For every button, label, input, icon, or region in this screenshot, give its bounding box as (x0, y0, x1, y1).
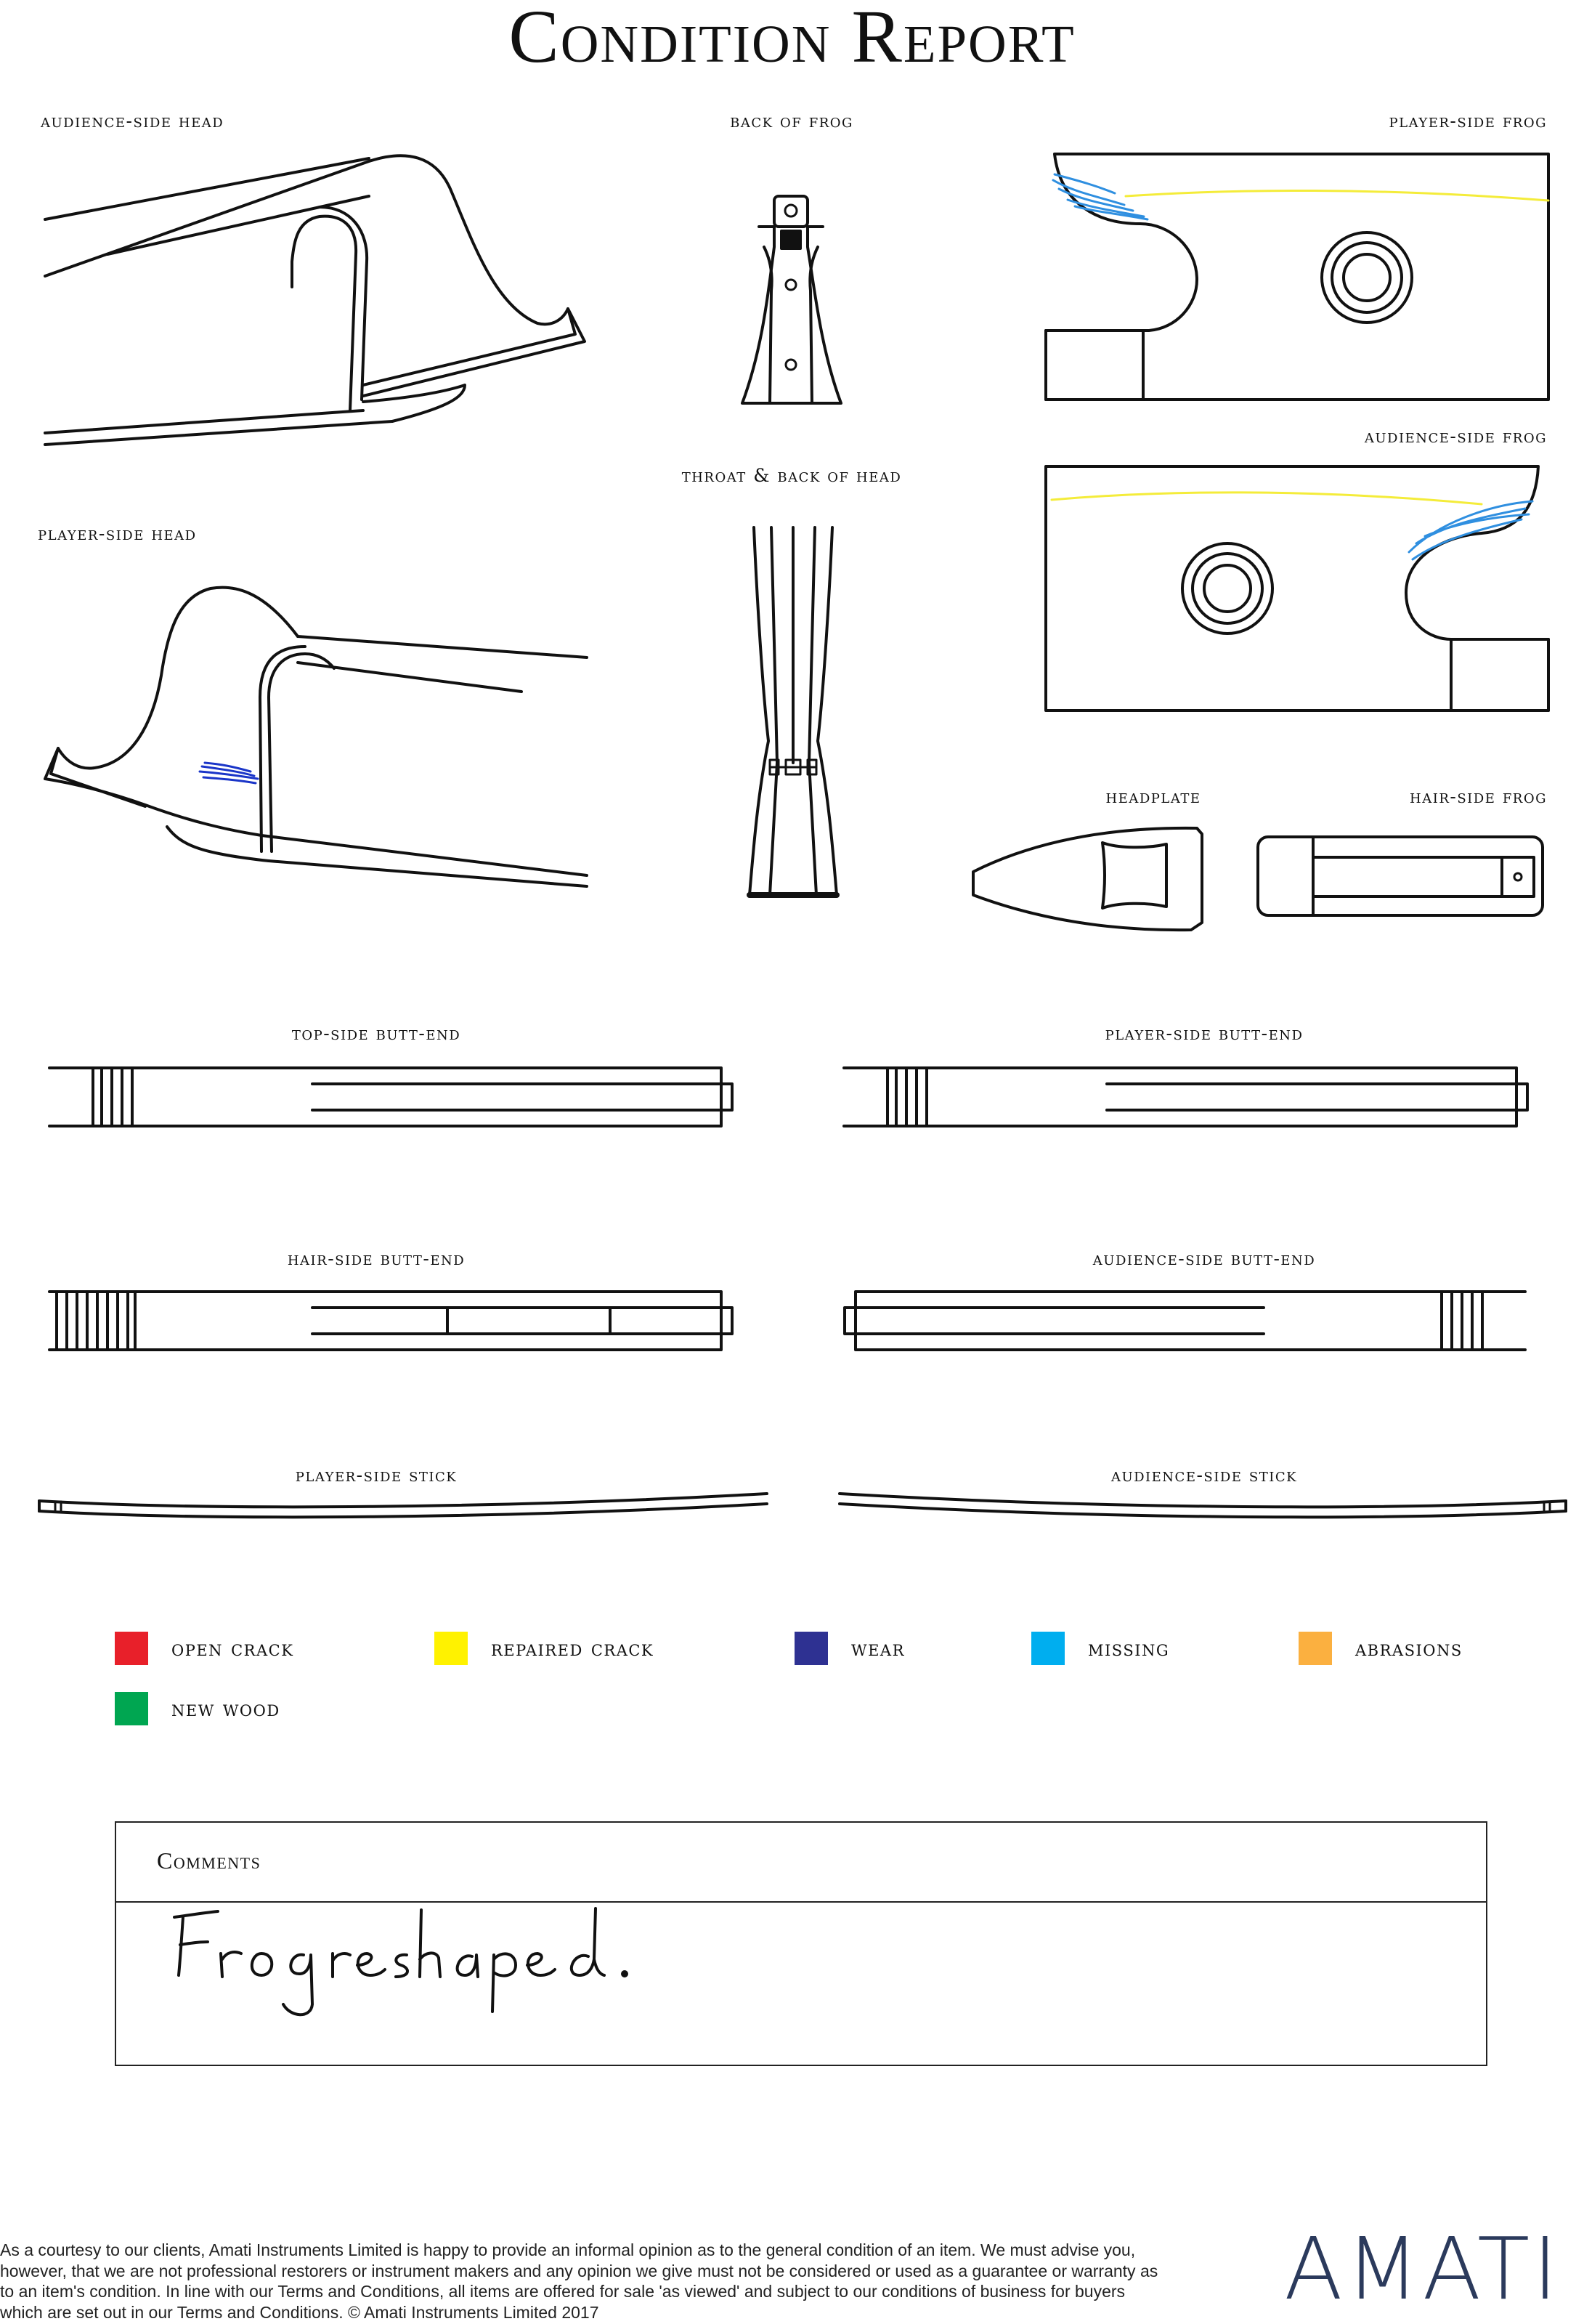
label-top-side-butt-end: top-side butt-end (291, 1023, 461, 1044)
diagram-top-side-butt-end (49, 1068, 732, 1126)
diagram-throat-back-of-head (750, 527, 837, 895)
label-hair-side-butt-end: hair-side butt-end (287, 1248, 466, 1269)
legend-wear (795, 1630, 905, 1667)
diagram-player-side-stick (39, 1494, 767, 1517)
legend-label: new wood (171, 1696, 280, 1722)
label-player-side-head: player-side head (38, 523, 197, 544)
label-audience-side-frog: audience-side frog (1364, 426, 1547, 447)
label-hair-side-frog: hair-side frog (1410, 786, 1547, 807)
diagram-audience-side-frog (1046, 466, 1548, 710)
diagram-audience-side-head (45, 155, 585, 445)
legend-label: wear (851, 1635, 905, 1661)
label-player-side-stick: player-side stick (295, 1465, 458, 1486)
legend-open-crack (115, 1630, 293, 1667)
legend-swatch (1299, 1632, 1332, 1665)
legend-label: abrasions (1355, 1635, 1463, 1661)
comments-heading: Comments (157, 1847, 261, 1874)
diagram-hair-side-frog (1258, 837, 1543, 915)
legend-abrasions (1299, 1630, 1463, 1667)
label-headplate: headplate (1105, 786, 1201, 807)
legend-swatch (434, 1632, 468, 1665)
label-audience-side-butt-end: audience-side butt-end (1092, 1248, 1316, 1269)
legend-repaired-crack (434, 1630, 654, 1667)
legend-swatch (795, 1632, 828, 1665)
page-title: Condition Report (508, 0, 1076, 78)
legend-missing (1031, 1630, 1169, 1667)
legend-new-wood (115, 1691, 280, 1727)
diagram-player-side-head (45, 588, 587, 886)
diagram-player-side-frog (1046, 154, 1548, 400)
amati-logo: AMATI (1284, 2219, 1561, 2319)
diagram-hair-side-butt-end (49, 1292, 732, 1350)
label-player-side-frog: player-side frog (1389, 110, 1547, 131)
label-player-side-butt-end: player-side butt-end (1105, 1023, 1304, 1044)
handwritten-comment (160, 1903, 668, 2019)
legend-label: open crack (171, 1635, 294, 1661)
label-audience-side-head: audience-side head (41, 110, 224, 131)
diagram-headplate (973, 828, 1202, 930)
diagram-audience-side-butt-end (845, 1292, 1525, 1350)
diagram-player-side-butt-end (844, 1068, 1527, 1126)
comments-header (116, 1823, 1486, 1903)
legend-label: repaired crack (491, 1635, 654, 1661)
legend-swatch (115, 1632, 148, 1665)
legend-label: missing (1088, 1635, 1170, 1661)
disclaimer-text: As a courtesy to our clients, Amati Instruments Limited is happy to provide an informal opinion as to the general condition of an item. We must advise you, however, that we are not professional restorers or instrument makers and any opinion we give must not be considered or used as a guarantee or warranty as to an item's condition. In line with our Terms and Conditions, all items are offered for sale 'as viewed' and subject to our conditions of business for buyers which are set out in our Terms and Conditions. © Amati Instruments Limited 2017 (0, 2240, 1158, 2322)
diagram-audience-side-stick (840, 1494, 1566, 1517)
comments-box (115, 1821, 1487, 2066)
diagram-back-of-frog (742, 196, 841, 403)
label-audience-side-stick: audience-side stick (1110, 1465, 1298, 1486)
comments-body (116, 1903, 1486, 2066)
label-throat-back-of-head: throat & back of head (681, 465, 902, 486)
legend-swatch (1031, 1632, 1065, 1665)
legend-swatch (115, 1692, 148, 1725)
label-back-of-frog: back of frog (730, 110, 853, 131)
